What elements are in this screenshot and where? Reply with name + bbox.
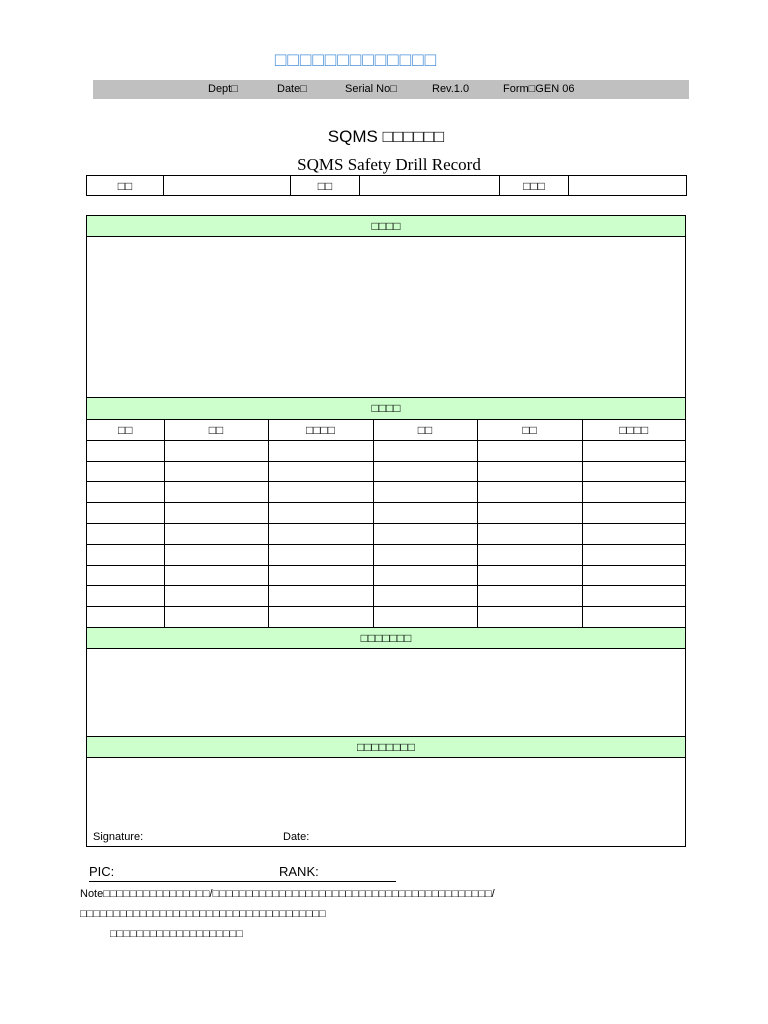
header-value-3[interactable] [569,176,687,196]
table-row [87,461,685,482]
table-cell[interactable] [164,523,268,544]
header-value-1[interactable] [164,176,291,196]
note-line-2: □□□□□□□□□□□□□□□□□□□□ [110,928,243,940]
attendance-header-row [87,420,685,441]
table-row [87,440,685,461]
table-row [87,586,685,607]
header-label-3: □□□ [500,176,569,196]
table-cell[interactable] [373,440,477,461]
table-cell[interactable] [268,607,373,628]
drill-header-table [86,175,687,196]
table-cell[interactable] [164,440,268,461]
table-cell[interactable] [582,482,685,503]
table-cell[interactable] [373,544,477,565]
table-cell[interactable] [87,461,164,482]
table-cell[interactable] [268,440,373,461]
table-cell[interactable] [268,523,373,544]
table-cell[interactable] [582,586,685,607]
revision-label: Rev.1.0 [432,83,470,95]
table-cell[interactable] [268,544,373,565]
table-cell[interactable] [477,586,582,607]
rank-label: RANK: [279,864,319,879]
table-cell[interactable] [582,544,685,565]
table-cell[interactable] [477,440,582,461]
note-text [80,884,688,944]
table-cell[interactable] [164,482,268,503]
table-cell[interactable] [582,523,685,544]
date-label: Date□ [277,83,307,95]
header-value-2[interactable] [360,176,500,196]
header-label-2: □□ [291,176,360,196]
table-cell[interactable] [373,503,477,524]
section-header-3: □□□□□□□ [87,628,685,649]
table-cell[interactable] [477,523,582,544]
table-row [87,607,685,628]
table-cell[interactable] [164,503,268,524]
title-cn-suffix: □□□□□□ [382,127,445,146]
table-cell[interactable] [582,503,685,524]
table-cell[interactable] [268,565,373,586]
table-cell[interactable] [477,461,582,482]
table-cell[interactable] [477,544,582,565]
column-header: □□□□ [268,420,373,441]
attendance-table [87,419,685,628]
table-cell[interactable] [87,503,164,524]
column-header: □□ [164,420,268,441]
header-label-1: □□ [87,176,164,196]
table-cell[interactable] [373,482,477,503]
column-header: □□ [477,420,582,441]
column-header: □□ [87,420,164,441]
serial-no-label: Serial No□ [345,83,397,95]
table-cell[interactable] [87,523,164,544]
form-number-label: Form□GEN 06 [503,83,575,95]
table-cell[interactable] [582,440,685,461]
column-header: □□ [373,420,477,441]
title-english: SQMS Safety Drill Record [297,155,481,174]
table-row [87,523,685,544]
company-title: □□□□□□□□□□□□□ [274,50,438,71]
table-cell[interactable] [373,461,477,482]
table-cell[interactable] [477,607,582,628]
table-cell[interactable] [373,523,477,544]
table-cell[interactable] [268,586,373,607]
table-cell[interactable] [164,461,268,482]
table-cell[interactable] [164,565,268,586]
date-field-label: Date: [283,830,310,843]
section-header-2: □□□□ [87,398,685,419]
table-cell[interactable] [477,565,582,586]
pic-rank-line[interactable] [89,864,396,882]
table-cell[interactable] [373,586,477,607]
table-row [87,565,685,586]
table-cell[interactable] [582,607,685,628]
table-cell[interactable] [477,482,582,503]
table-cell[interactable] [87,565,164,586]
column-header: □□□□ [582,420,685,441]
section-1-content[interactable] [87,237,685,398]
table-cell[interactable] [268,461,373,482]
table-cell[interactable] [268,503,373,524]
section-3-content[interactable] [87,649,685,737]
table-cell[interactable] [582,461,685,482]
table-cell[interactable] [164,607,268,628]
signature-label: Signature: [93,830,144,843]
table-cell[interactable] [268,482,373,503]
drill-record-form [86,215,686,847]
table-cell[interactable] [164,544,268,565]
section-header-4: □□□□□□□□ [87,737,685,758]
table-cell[interactable] [87,586,164,607]
table-cell[interactable] [373,607,477,628]
section-4-content[interactable] [87,758,685,846]
table-row [87,503,685,524]
table-cell[interactable] [582,565,685,586]
table-row [87,544,685,565]
pic-label: PIC: [89,864,115,879]
table-cell[interactable] [87,607,164,628]
section-header-1: □□□□ [87,216,685,237]
table-cell[interactable] [477,503,582,524]
form-info-bar [93,80,689,99]
title-chinese [0,127,768,147]
table-cell[interactable] [87,440,164,461]
table-row [87,482,685,503]
table-cell[interactable] [87,482,164,503]
title-cn-prefix: SQMS [327,127,378,146]
dept-label: Dept□ [208,83,238,95]
note-line-1: Note□□□□□□□□□□□□□□□□/□□□□□□□□□□□□□□□□□□□□□□□□□□□□□□□□□□□□□□□□□□/□□□□□□□□□□□□□□□□□□□□□□□□□□□□□□□□□□□□□ [80,888,495,920]
table-cell[interactable] [373,565,477,586]
table-cell[interactable] [164,586,268,607]
table-cell[interactable] [87,544,164,565]
